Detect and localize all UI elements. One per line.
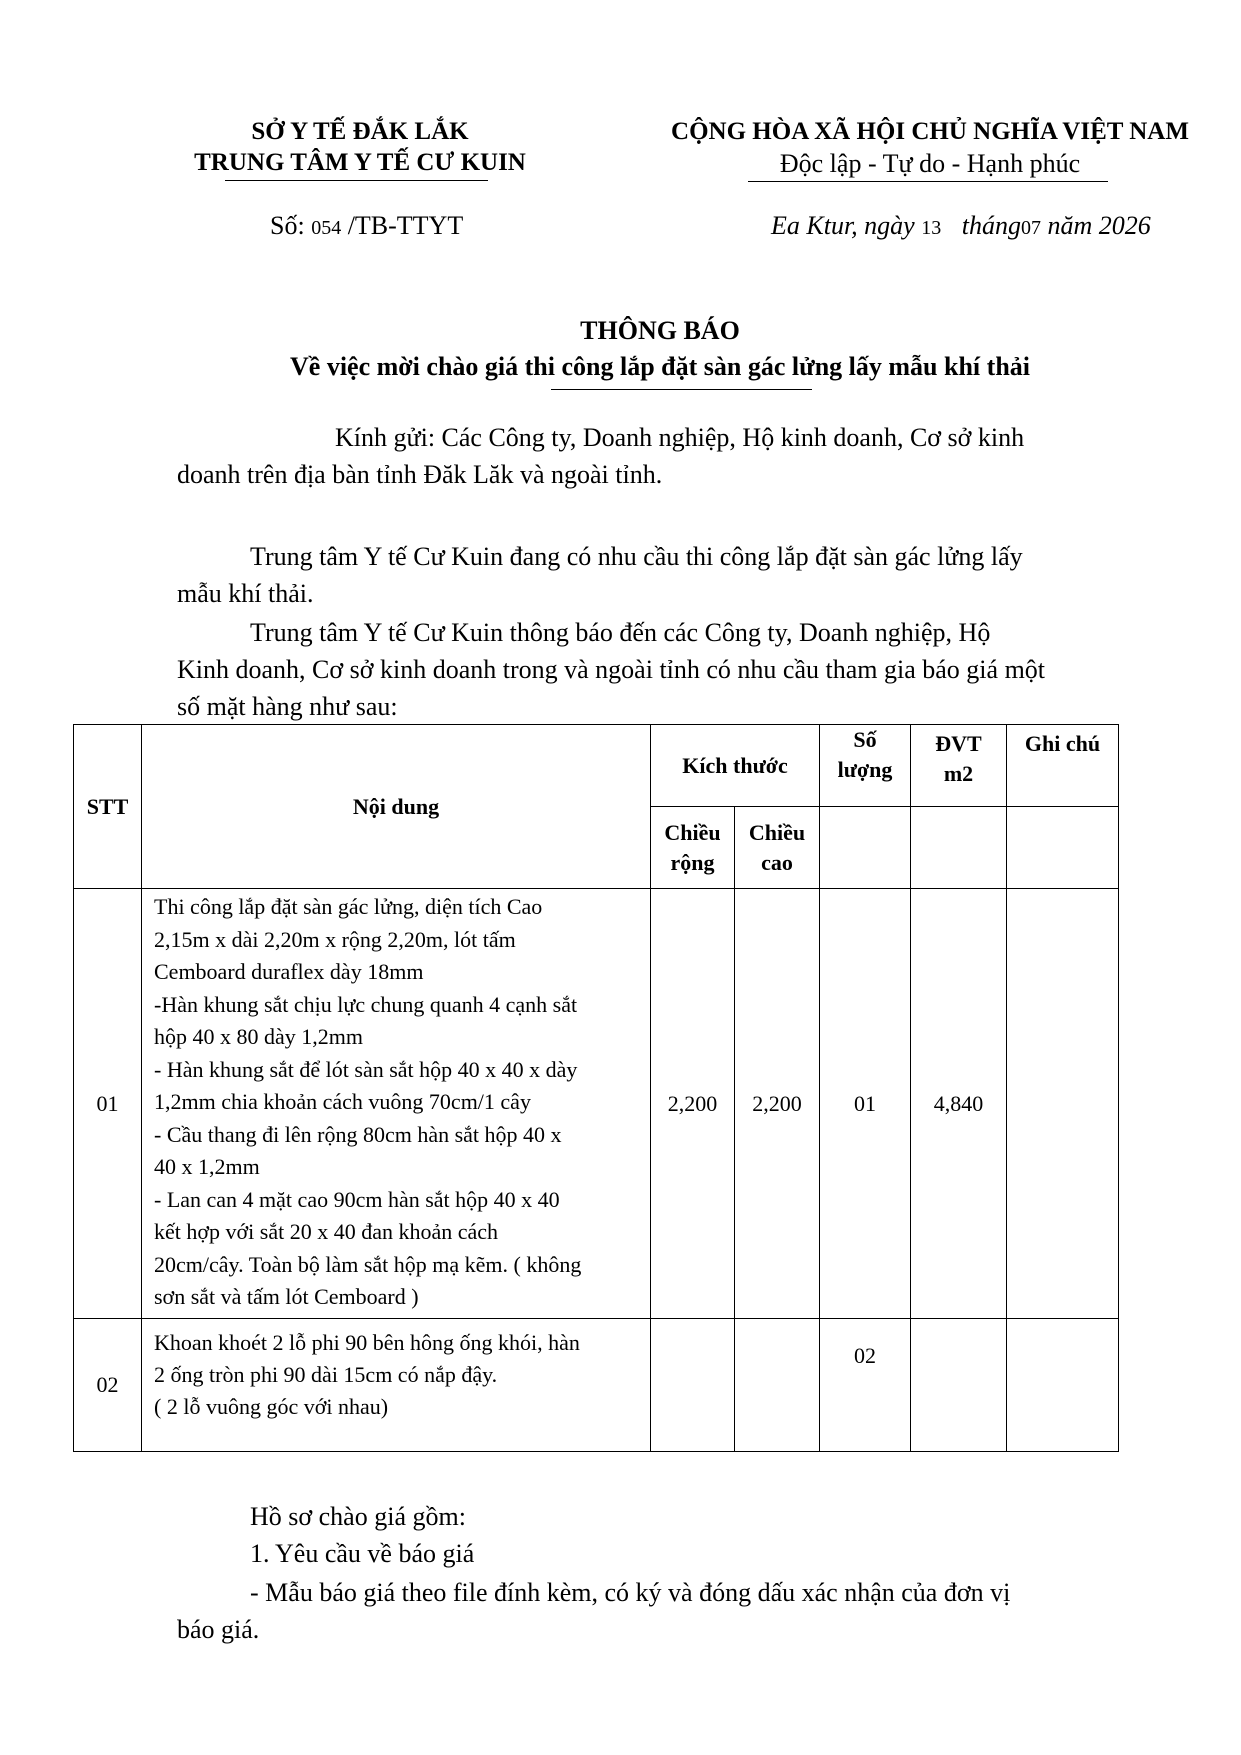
header-unit	[911, 725, 1007, 807]
date-year: năm 2026	[1047, 211, 1151, 240]
header-height-line-2: cao	[761, 849, 793, 875]
number-prefix: Số:	[270, 211, 305, 240]
header-unit-line-1: ĐVT	[935, 731, 982, 756]
header-unit-line-2: m2	[943, 761, 974, 786]
national-motto: Độc lập - Tự do - Hạnh phúc	[779, 149, 1081, 178]
organization-underline	[225, 180, 488, 181]
header-width-line-1: Chiều	[664, 819, 721, 845]
number-suffix: /TB-TTYT	[347, 211, 464, 240]
row-1-line-7: 1,2mm chia khoản cách vuông 70cm/1 cây	[154, 1089, 531, 1114]
recipient-line-1: Kính gửi: Các Công ty, Doanh nghiệp, Hộ kinh doanh, Cơ sở kinh	[335, 423, 1025, 452]
row-1-line-5: hộp 40 x 80 dày 1,2mm	[154, 1024, 363, 1049]
number-value: 054	[311, 217, 342, 239]
items-table	[73, 724, 1119, 1452]
row-2-line-2: 2 ống tròn phi 90 dài 15cm có nắp đậy.	[154, 1362, 498, 1387]
row-2-content	[142, 1319, 651, 1452]
organization-name: TRUNG TÂM Y TẾ CƯ KUIN	[194, 149, 526, 176]
row-1-note	[1007, 889, 1119, 1319]
motto-underline	[748, 181, 1108, 182]
header-size: Kích thước	[651, 725, 820, 807]
row-1-line-9: 40 x 1,2mm	[154, 1154, 260, 1179]
intro-line-2: mẫu khí thải.	[177, 579, 314, 608]
header-qty-line-1: Số	[853, 727, 877, 752]
table-row	[74, 1319, 1119, 1452]
requirements-heading: Hồ sơ chào giá gồm:	[250, 1502, 466, 1531]
row-1-line-8: - Cầu thang đi lên rộng 80cm hàn sắt hộp 40 x	[154, 1121, 562, 1147]
date-month-label: tháng	[961, 211, 1021, 240]
row-1-qty: 01	[820, 889, 911, 1319]
row-1-width: 2,200	[651, 889, 735, 1319]
row-1-stt: 01	[74, 889, 142, 1319]
row-1-line-4: -Hàn khung sắt chịu lực chung quanh 4 cạnh sắt	[154, 991, 578, 1017]
row-1-line-13: sơn sắt và tấm lót Cemboard )	[154, 1284, 419, 1309]
recipient-line-2: doanh trên địa bàn tỉnh Đăk Lăk và ngoài tỉnh.	[177, 460, 663, 489]
header-note: Ghi chú	[1007, 725, 1119, 807]
requirement-detail-line-2: báo giá.	[177, 1615, 260, 1644]
row-1-line-11: kết hợp với sắt 20 x 40 đan khoản cách	[154, 1219, 499, 1244]
notice-line-2: Kinh doanh, Cơ sở kinh doanh trong và ngoài tỉnh có nhu cầu tham gia báo giá một	[177, 655, 1046, 684]
row-2-stt: 02	[74, 1319, 142, 1452]
document-number	[270, 211, 463, 241]
document-subtitle: Về việc mời chào giá thi công lắp đặt sàn gác lửng lấy mẫu khí thải	[290, 352, 1030, 381]
header-qty-blank	[820, 807, 911, 889]
row-1-unit: 4,840	[911, 889, 1007, 1319]
row-2-line-1: Khoan khoét 2 lỗ phi 90 bên hông ống khói, hàn	[154, 1330, 580, 1355]
row-2-width	[651, 1319, 735, 1452]
notice-line-3: số mặt hàng như sau:	[177, 692, 398, 721]
header-height	[735, 807, 820, 889]
header-width	[651, 807, 735, 889]
table-row	[74, 889, 1119, 1319]
national-title: CỘNG HÒA XÃ HỘI CHỦ NGHĨA VIỆT NAM	[671, 118, 1189, 145]
table-header-row	[74, 725, 1119, 807]
header-qty-line-2: lượng	[837, 757, 893, 782]
row-1-line-2: 2,15m x dài 2,20m x rộng 2,20m, lót tấm	[154, 926, 516, 952]
row-2-line-3: ( 2 lỗ vuông góc với nhau)	[154, 1394, 389, 1419]
row-1-line-10: - Lan can 4 mặt cao 90cm hàn sắt hộp 40 x 40	[154, 1186, 560, 1212]
requirement-detail-line-1: - Mẫu báo giá theo file đính kèm, có ký và đóng dấu xác nhận của đơn vị	[250, 1578, 1011, 1607]
date-day: 13	[921, 217, 942, 239]
row-2-qty: 02	[820, 1319, 911, 1452]
intro-line-1: Trung tâm Y tế Cư Kuin đang có nhu cầu thi công lắp đặt sàn gác lửng lấy	[250, 542, 1023, 571]
header-note-blank	[1007, 807, 1119, 889]
header-content: Nội dung	[142, 725, 651, 889]
row-1-line-12: 20cm/cây. Toàn bộ làm sắt hộp mạ kẽm. ( không	[154, 1251, 582, 1277]
row-1-line-1: Thi công lắp đặt sàn gác lửng, diện tích Cao	[154, 894, 543, 919]
header-width-line-2: rộng	[670, 849, 715, 875]
header-height-line-1: Chiều	[748, 819, 806, 845]
row-2-note	[1007, 1319, 1119, 1452]
document-title: THÔNG BÁO	[580, 316, 740, 345]
row-1-line-3: Cemboard duraflex dày 18mm	[154, 959, 424, 984]
subtitle-underline	[551, 389, 812, 390]
notice-line-1: Trung tâm Y tế Cư Kuin thông báo đến các Công ty, Doanh nghiệp, Hộ	[250, 618, 991, 647]
row-1-line-6: - Hàn khung sắt để lót sàn sắt hộp 40 x 40 x dày	[154, 1056, 578, 1082]
row-1-content	[142, 889, 651, 1319]
header-unit-blank	[911, 807, 1007, 889]
row-2-unit	[911, 1319, 1007, 1452]
date-place: Ea Ktur, ngày	[771, 211, 915, 240]
header-stt: STT	[74, 725, 142, 889]
document-date	[771, 211, 1151, 241]
row-1-height: 2,200	[735, 889, 820, 1319]
agency-name: SỞ Y TẾ ĐẮK LẮK	[251, 118, 469, 145]
requirement-item-1: 1. Yêu cầu về báo giá	[250, 1539, 475, 1568]
row-2-height	[735, 1319, 820, 1452]
header-qty	[820, 725, 911, 807]
date-month: 07	[1020, 217, 1041, 239]
